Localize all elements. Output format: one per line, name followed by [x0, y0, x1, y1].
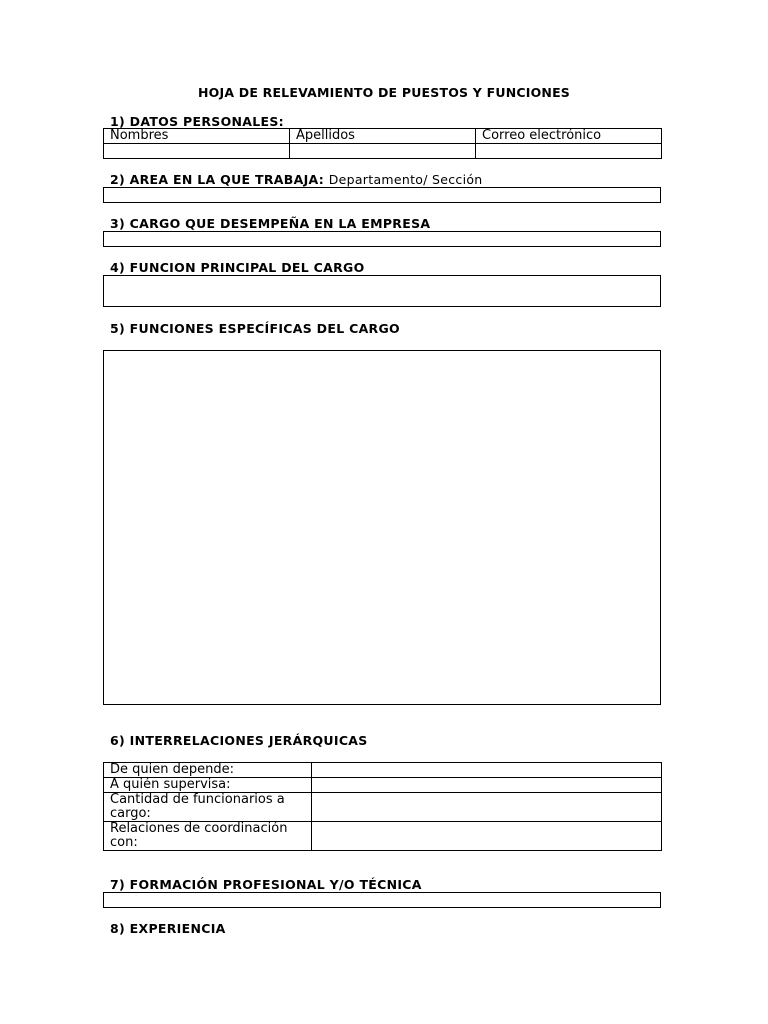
coordinacion-input-cell[interactable] [312, 822, 662, 851]
column-header-correo: Correo electrónico [476, 129, 662, 144]
area-heading-label: 2) AREA EN LA QUE TRABAJA: [110, 172, 325, 187]
row-label-funcionarios: Cantidad de funcionarios a cargo: [104, 793, 312, 822]
section-heading-formacion: 7) FORMACIÓN PROFESIONAL Y/O TÉCNICA [110, 877, 422, 892]
section-heading-funciones-especificas: 5) FUNCIONES ESPECÍFICAS DEL CARGO [110, 321, 400, 336]
section-heading-interrelaciones: 6) INTERRELACIONES JERÁRQUICAS [110, 733, 368, 748]
row-label-depende: De quien depende: [104, 763, 312, 778]
funcion-principal-input-box[interactable] [103, 275, 661, 307]
personal-data-table [103, 128, 662, 159]
nombres-input-cell[interactable] [104, 144, 290, 159]
section-heading-experiencia: 8) EXPERIENCIA [110, 921, 226, 936]
section-heading-funcion-principal: 4) FUNCION PRINCIPAL DEL CARGO [110, 260, 365, 275]
cargo-input-box[interactable] [103, 231, 661, 247]
column-header-apellidos: Apellidos [290, 129, 476, 144]
supervisa-input-cell[interactable] [312, 778, 662, 793]
interrelaciones-table [103, 762, 662, 851]
depende-input-cell[interactable] [312, 763, 662, 778]
section-heading-personal: 1) DATOS PERSONALES: [110, 114, 284, 129]
row-label-supervisa: A quién supervisa: [104, 778, 312, 793]
document-title: HOJA DE RELEVAMIENTO DE PUESTOS Y FUNCIONES [197, 85, 571, 100]
correo-input-cell[interactable] [476, 144, 662, 159]
row-label-coordinacion: Relaciones de coordinación con: [104, 822, 312, 851]
apellidos-input-cell[interactable] [290, 144, 476, 159]
column-header-nombres: Nombres [104, 129, 290, 144]
formacion-input-box[interactable] [103, 892, 661, 908]
area-subtitle: Departamento/ Sección [328, 172, 483, 187]
area-input-box[interactable] [103, 187, 661, 203]
funciones-especificas-input-box[interactable] [103, 350, 661, 705]
section-heading-cargo: 3) CARGO QUE DESEMPEÑA EN LA EMPRESA [110, 216, 431, 231]
funcionarios-input-cell[interactable] [312, 793, 662, 822]
section-heading-area [110, 172, 483, 187]
